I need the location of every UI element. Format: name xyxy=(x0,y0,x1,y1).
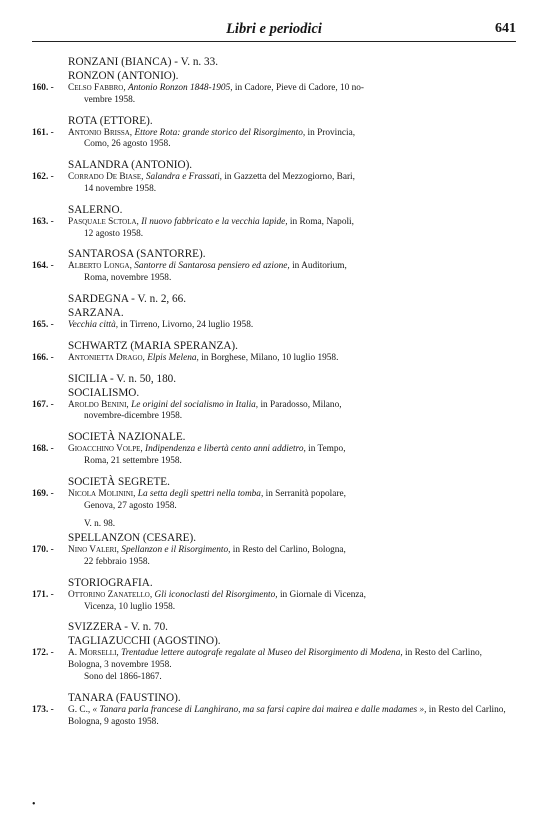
entry-title: Spellanzon e il Risorgimento, xyxy=(121,545,231,556)
section-heading: SCHWARTZ (MARIA SPERANZA). xyxy=(68,339,238,352)
bibliography-entry xyxy=(32,590,522,614)
section-heading: SANTAROSA (SANTORRE). xyxy=(68,248,206,261)
section-heading: SICILIA - V. n. 50, 180. xyxy=(68,372,177,385)
section-heading: TANARA (FAUSTINO). xyxy=(68,691,181,704)
bibliography-list xyxy=(32,55,522,735)
section-heading: SVIZZERA - V. n. 70. xyxy=(68,621,168,634)
entry-number: 166. - xyxy=(32,352,54,363)
entry-title: « Tanara parla francese di Langhirano, ma sa farsi capire dai mairea e dalle madames », xyxy=(92,704,427,715)
bibliography-entry xyxy=(32,489,522,513)
entry-number: 170. - xyxy=(32,545,54,556)
entry-continuation: Como, 26 agosto 1958. xyxy=(84,139,171,150)
entry-author: Corrado De Biase, xyxy=(68,172,144,183)
section-heading: SOCIETÀ SEGRETE. xyxy=(68,475,170,488)
entry-continuation: novembre-dicembre 1958. xyxy=(84,411,183,422)
entry-number: 171. - xyxy=(32,589,54,600)
section-heading: STORIOGRAFIA. xyxy=(68,576,153,589)
section-heading: SOCIALISMO. xyxy=(68,386,140,399)
entry-title: Salandra e Frassati, xyxy=(145,172,222,183)
entry-source: in Gazzetta del Mezzogiorno, Bari, xyxy=(224,172,355,183)
bibliography-entry xyxy=(32,545,522,569)
entry-source: in Resto del Carlino, Bologna, xyxy=(232,545,346,556)
entry-title: Vecchia città, xyxy=(68,319,119,330)
entry-title: Gli iconoclasti del Risorgimento, xyxy=(154,589,278,600)
entry-source: in Resto del Carlino, Bologna, 9 agosto 1958. xyxy=(68,704,506,727)
entry-title: Ettore Rota: grande storico del Risorgimento, xyxy=(134,127,306,138)
entry-author: A. Morselli, xyxy=(68,648,119,659)
bibliography-entry xyxy=(32,648,522,683)
entry-source: in Paradosso, Milano, xyxy=(260,399,342,410)
entry-number: 173. - xyxy=(32,704,54,715)
entry-number: 169. - xyxy=(32,488,54,499)
entry-number: 163. - xyxy=(32,216,54,227)
entry-author: Antonio Brissa, xyxy=(68,127,133,138)
section-heading: SOCIETÀ NAZIONALE. xyxy=(68,431,186,444)
entry-author: Aroldo Benini, xyxy=(68,399,129,410)
entry-source: in Cadore, Pieve di Cadore, 10 no- xyxy=(234,83,364,93)
bibliography-entry xyxy=(32,353,522,365)
entry-number: 164. - xyxy=(32,261,54,272)
page-number: 641 xyxy=(495,21,516,36)
entry-continuation: 14 novembre 1958. xyxy=(84,183,157,194)
entry-author: Celso Fabbro, xyxy=(68,83,126,93)
entry-continuation: 12 agosto 1958. xyxy=(84,228,144,239)
bibliography-entry xyxy=(32,217,522,241)
cross-reference-note: V. n. 98. xyxy=(84,519,116,530)
entry-title: Il nuovo fabbricato e la vecchia lapide, xyxy=(141,216,288,227)
section-heading: ROTA (ETTORE). xyxy=(68,114,153,127)
section-heading: RONZON (ANTONIO). xyxy=(68,70,179,82)
entry-continuation: vembre 1958. xyxy=(84,94,136,105)
entry-title: Antonio Ronzon 1848-1905, xyxy=(127,83,233,93)
entry-title: Indipendenza e libertà cento anni addietro, xyxy=(145,444,306,455)
entry-title: Trentadue lettere autografe regalate al Museo del Risorgimento di Modena, xyxy=(121,648,403,659)
entry-number: 165. - xyxy=(32,319,54,330)
bibliography-entry xyxy=(32,172,522,196)
section-heading: SARZANA. xyxy=(68,306,124,319)
entry-continuation: 22 febbraio 1958. xyxy=(84,556,150,567)
bibliography-entry xyxy=(32,320,522,332)
entry-source: in Resto del Carlino, Bologna, 3 novembre 1958. xyxy=(68,648,482,671)
section-heading: SALERNO. xyxy=(68,203,123,216)
entry-continuation: Sono del 1866-1867. xyxy=(84,671,162,682)
entry-source: in Tempo, xyxy=(308,444,346,455)
entry-continuation: Roma, 21 settembre 1958. xyxy=(84,455,182,466)
section-heading: SALANDRA (ANTONIO). xyxy=(68,159,193,172)
entry-title: Le origini del socialismo in Italia, xyxy=(131,399,259,410)
entry-author: Gioacchino Volpe, xyxy=(68,444,143,455)
running-title: Libri e periodici xyxy=(226,21,322,37)
entry-source: in Tirreno, Livorno, 24 luglio 1958. xyxy=(120,319,254,330)
entry-number: 160. - xyxy=(32,83,54,93)
section-heading: TAGLIAZUCCHI (AGOSTINO). xyxy=(68,635,221,648)
entry-title: Santorre di Santarosa pensiero ed azione, xyxy=(134,261,290,272)
entry-number: 167. - xyxy=(32,399,54,410)
section-heading: RONZANI (BIANCA) - V. n. 33. xyxy=(68,56,218,68)
entry-source: in Roma, Napoli, xyxy=(289,216,354,227)
entry-author: G. C., xyxy=(68,704,91,715)
entry-continuation: Roma, novembre 1958. xyxy=(84,273,172,284)
entry-continuation: Vicenza, 10 luglio 1958. xyxy=(84,601,176,612)
bibliography-entry xyxy=(32,128,522,152)
entry-number: 162. - xyxy=(32,172,54,183)
bibliography-entry xyxy=(32,444,522,468)
page-mark: • xyxy=(32,799,36,810)
entry-number: 161. - xyxy=(32,127,54,138)
entry-source: in Giornale di Vicenza, xyxy=(279,589,366,600)
entry-continuation: Genova, 27 agosto 1958. xyxy=(84,500,177,511)
section-heading: SARDEGNA - V. n. 2, 66. xyxy=(68,292,187,305)
entry-source: in Auditorium, xyxy=(292,261,347,272)
entry-title: La setta degli spettri nella tomba, xyxy=(137,488,264,499)
entry-source: in Serranità popolare, xyxy=(265,488,346,499)
bibliography-entry xyxy=(32,83,522,107)
section-heading: SPELLANZON (CESARE). xyxy=(68,532,197,545)
entry-source: in Provincia, xyxy=(307,127,356,138)
entry-author: Antonietta Drago, xyxy=(68,352,145,363)
entry-number: 172. - xyxy=(32,648,54,659)
entry-author: Nino Valeri, xyxy=(68,545,119,556)
entry-author: Pasquale Sctola, xyxy=(68,216,139,227)
bibliography-entry xyxy=(32,705,522,729)
bibliography-entry xyxy=(32,261,522,285)
entry-author: Ottorino Zanatello, xyxy=(68,589,153,600)
entry-author: Nicola Molinini, xyxy=(68,488,136,499)
entry-source: in Borghese, Milano, 10 luglio 1958. xyxy=(201,352,339,363)
bibliography-entry xyxy=(32,400,522,424)
page-header xyxy=(32,21,516,42)
entry-number: 168. - xyxy=(32,444,54,455)
entry-author: Alberto Longa, xyxy=(68,261,132,272)
entry-title: Elpis Melena, xyxy=(147,352,199,363)
